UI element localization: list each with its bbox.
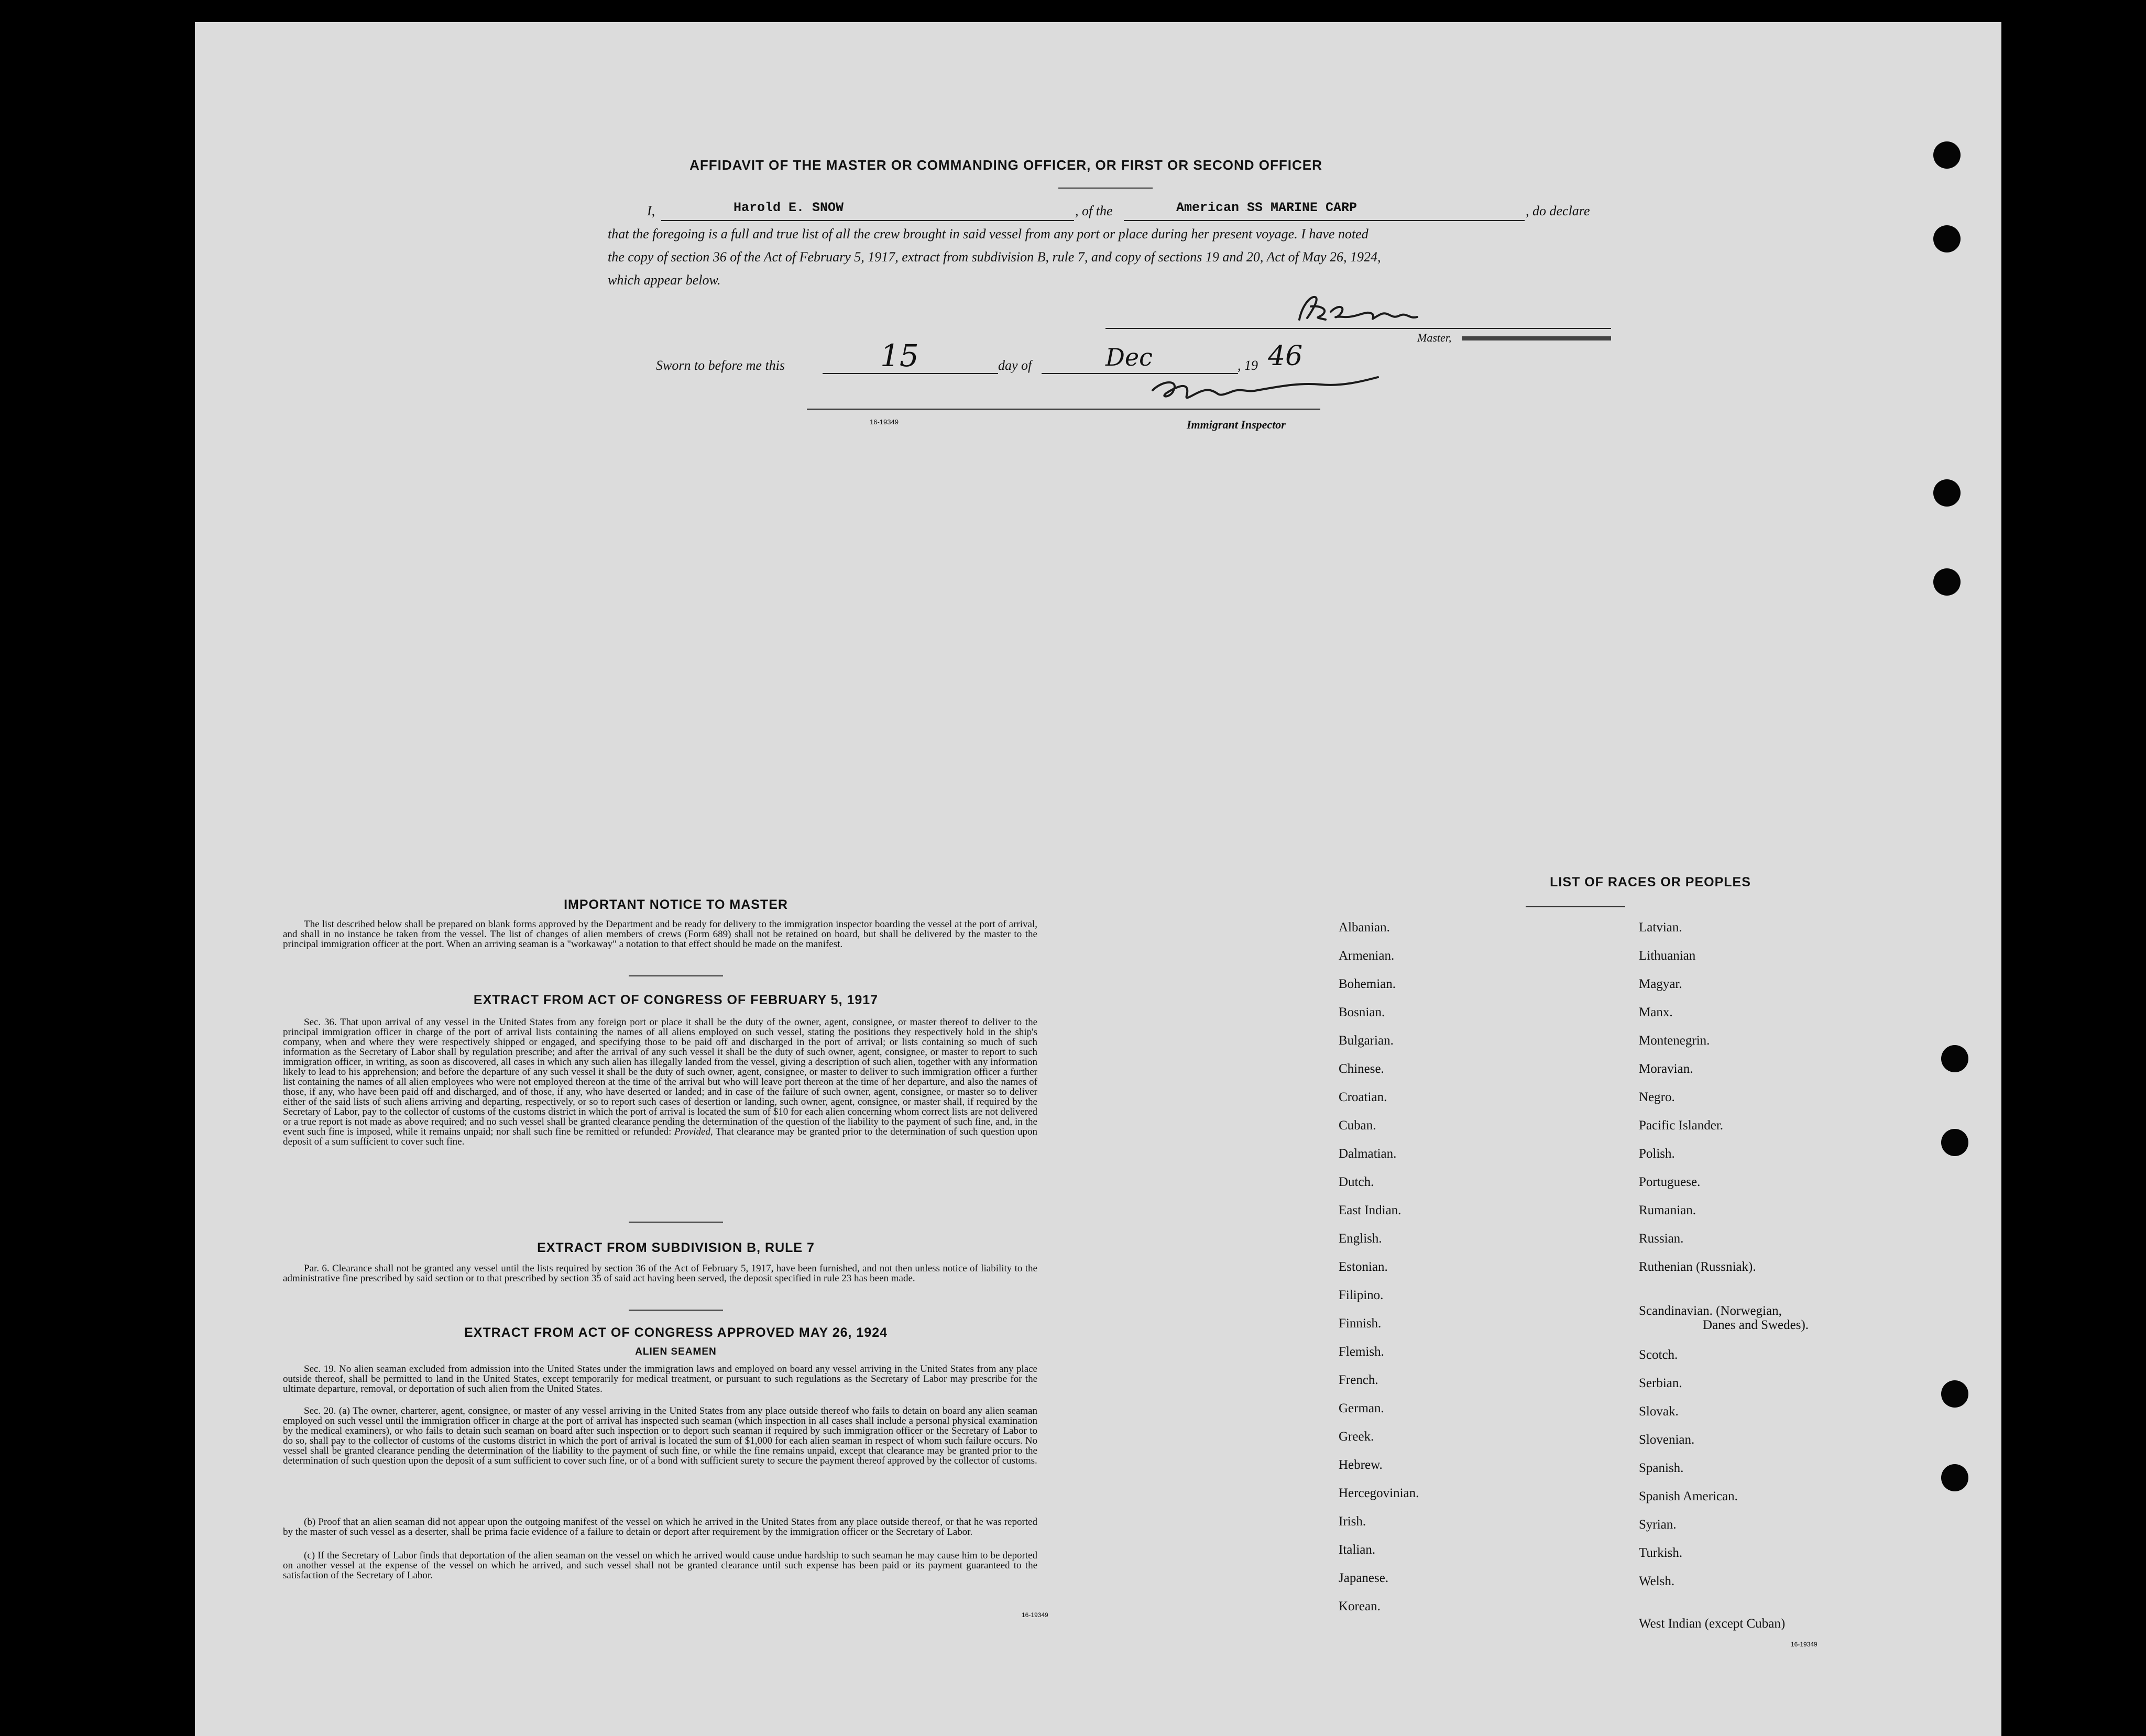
race-item: Magyar. bbox=[1639, 977, 1682, 991]
vessel-name-value: American SS MARINE CARP bbox=[1176, 200, 1357, 215]
extract-form-number: 16-19349 bbox=[1022, 1611, 1048, 1619]
race-item: Flemish. bbox=[1339, 1345, 1384, 1359]
notice-title: IMPORTANT NOTICE TO MASTER bbox=[564, 897, 788, 912]
punch-hole bbox=[1941, 1045, 1968, 1072]
race-item: Serbian. bbox=[1639, 1376, 1682, 1390]
struck-out-text bbox=[1462, 336, 1611, 340]
notice-text: The list described below shall be prepared on blank forms approved by the Department and be ready for delivery to the immigration inspector boarding the vessel at the port of arrival, and shall in no instance be taken from the vessel. The list of changes of alien members of crews (Form 689) shall not be retained on board, but shall be delivered by the master to the principal immigration officer at the port. When an arriving seaman is a "workaway" a notation to that effect should be made on the manifest. bbox=[283, 919, 1037, 950]
race-item: Polish. bbox=[1639, 1147, 1675, 1161]
punch-hole bbox=[1941, 1380, 1968, 1408]
race-item: Spanish American. bbox=[1639, 1489, 1738, 1503]
extract-1917-text-b: That clearance may be granted prior to the determination of such question upon deposit of a sum sufficient to cover such fine. bbox=[283, 1126, 1037, 1147]
inspector-signature bbox=[1142, 367, 1383, 409]
master-label: Master, bbox=[1417, 331, 1452, 344]
race-item: Ruthenian (Russniak). bbox=[1639, 1260, 1756, 1274]
year-prefix: , 19 bbox=[1238, 358, 1258, 373]
punch-hole bbox=[1933, 141, 1961, 169]
affidavit-line-3: the copy of section 36 of the Act of February 5, 1917, extract from subdivision B, rule 7, and copy of sections 19 and 20, Act of May 26, 1924, bbox=[608, 249, 1381, 265]
provided-word: Provided, bbox=[674, 1126, 713, 1137]
divider bbox=[1526, 906, 1625, 907]
race-item: Bosnian. bbox=[1339, 1005, 1385, 1019]
sworn-label: Sworn to before me this bbox=[656, 358, 785, 373]
punch-hole bbox=[1933, 479, 1961, 507]
race-item: Rumanian. bbox=[1639, 1203, 1696, 1217]
race-item: Chinese. bbox=[1339, 1062, 1384, 1076]
inspector-signature-line bbox=[807, 409, 1320, 410]
race-item: Latvian. bbox=[1639, 920, 1682, 935]
race-item: Slovak. bbox=[1639, 1404, 1679, 1419]
vessel-line bbox=[1124, 220, 1525, 221]
race-item: Pacific Islander. bbox=[1639, 1118, 1724, 1133]
race-item: Moravian. bbox=[1639, 1062, 1693, 1076]
race-item: Filipino. bbox=[1339, 1288, 1384, 1302]
race-item: Welsh. bbox=[1639, 1574, 1675, 1588]
race-item: Negro. bbox=[1639, 1090, 1675, 1104]
subdivision-title: EXTRACT FROM SUBDIVISION B, RULE 7 bbox=[537, 1240, 815, 1255]
race-item: Korean. bbox=[1339, 1599, 1381, 1613]
affidavit-line-4: which appear below. bbox=[608, 272, 721, 288]
extract-1917-text-a: Sec. 36. That upon arrival of any vessel in the United States from any foreign port or place it shall be the duty of the owner, agent, consignee, or master thereof to deliver to the principal immigration officer in charge of the port of arrival lists containing the names of all aliens employed on such vessel, stating the positions they respectively hold in the ship's company, when and where they were respectively shipped or engaged, and specifying those to be paid off and discharged in the port of arrival; or lists containing so much of such information as the Secretary of Labor shall by regulation prescribe; and after the arrival of any such vessel it shall be the duty of such owner, agent, consignee, or master to report to such immigration officer, in writing, as soon as discovered, all cases in which any such alien has illegally landed from the vessel, giving a description of such alien, together with any information likely to lead to his apprehension; and before the departure of any such vessel it shall be the duty of such owner, agent, consignee, or master to deliver to such immigration officer a further list containing the names of all alien employees who were not employed thereon at the time of the arrival but who will leave port thereon at the time of her departure, and also the names of those, if any, who have been paid off and discharged, and of those, if any, who have deserted or landed; and in case of the failure of such owner, agent, consignee, or master so to deliver either of the said lists of such aliens arriving and departing, respectively, or so to report such cases of desertion or landing, such owner, agent, consignee, or master shall, if required by the Secretary of Labor, pay to the collector of customs of the customs district in which the port of arrival is located the sum of $10 for each alien concerning whom correct lists are not delivered or a true report is not made as above required; and no such vessel shall be granted clearance pending the determination of the question of the liability to the payment of such fine, and, in the event such fine is imposed, while it remains unpaid; nor shall such fine be remitted or refunded: bbox=[283, 1017, 1037, 1137]
day-of-label: day of bbox=[998, 358, 1032, 373]
punch-hole bbox=[1941, 1129, 1968, 1156]
race-item: Danes and Swedes). bbox=[1703, 1318, 1809, 1332]
subdivision-text: Par. 6. Clearance shall not be granted any vessel until the lists required by section 36 of the Act of February 5, 1917, have been furnished, and not then unless notice of liability to the administrative fine prescribed by said section or to that prescribed by section 35 of said act having been served, the deposit specified in rule 23 has been made. bbox=[283, 1263, 1037, 1284]
race-item: German. bbox=[1339, 1401, 1384, 1415]
race-item: Dalmatian. bbox=[1339, 1147, 1397, 1161]
race-item: French. bbox=[1339, 1373, 1378, 1387]
race-item: Cuban. bbox=[1339, 1118, 1376, 1133]
race-item: Italian. bbox=[1339, 1543, 1376, 1557]
affidavit-form-number: 16-19349 bbox=[870, 418, 899, 426]
do-declare-label: , do declare bbox=[1526, 203, 1590, 218]
race-item: Turkish. bbox=[1639, 1546, 1683, 1560]
extract-1917-title: EXTRACT FROM ACT OF CONGRESS OF FEBRUARY 5, 1917 bbox=[473, 993, 879, 1007]
extract-1924-sec20c: (c) If the Secretary of Labor finds that deportation of the alien seaman on the vessel on which he arrived would cause undue hardship to such seaman he may cause him to be deported on another vessel at the expense of the vessel on which he arrived, and such vessel shall not be granted clearance until such expense has been paid or its payment guaranteed to the satisfaction of the Secretary of Labor. bbox=[283, 1550, 1037, 1581]
race-item: Montenegrin. bbox=[1639, 1034, 1710, 1048]
divider bbox=[1058, 188, 1153, 189]
race-item: Russian. bbox=[1639, 1232, 1684, 1246]
punch-hole bbox=[1933, 568, 1961, 596]
master-signature-line bbox=[1105, 328, 1611, 329]
master-name-value: Harold E. SNOW bbox=[733, 200, 844, 215]
race-item: Albanian. bbox=[1339, 920, 1390, 935]
race-item: Syrian. bbox=[1639, 1518, 1677, 1532]
sworn-month-value: Dec bbox=[1105, 343, 1153, 371]
race-item: Hercegovinian. bbox=[1339, 1486, 1419, 1500]
race-item: Croatian. bbox=[1339, 1090, 1387, 1104]
punch-hole bbox=[1941, 1464, 1968, 1491]
of-the-label: , of the bbox=[1075, 203, 1113, 218]
race-item: Scandinavian. (Norwegian, bbox=[1639, 1304, 1782, 1318]
race-item: Bulgarian. bbox=[1339, 1034, 1394, 1048]
race-item: Irish. bbox=[1339, 1514, 1366, 1529]
sworn-day-value: 15 bbox=[880, 338, 919, 373]
divider bbox=[629, 1222, 723, 1223]
extract-1924-sec19: Sec. 19. No alien seaman excluded from admission into the United States under the immigration laws and employed on board any vessel arriving in the United States from any place outside thereof, shall be permitted to land in the United States, except temporarily for medical treatment, or pursuant to such regulations as the Secretary of Labor may prescribe for the ultimate departure, removal, or deportation of such alien from the United States. bbox=[283, 1364, 1037, 1394]
affidavit-line-2: that the foregoing is a full and true list of all the crew brought in said vessel from any port or place during her present voyage. I have noted bbox=[608, 226, 1368, 241]
race-item: Scotch. bbox=[1639, 1348, 1678, 1362]
race-item: Bohemian. bbox=[1339, 977, 1396, 991]
punch-hole bbox=[1933, 225, 1961, 252]
race-item: Dutch. bbox=[1339, 1175, 1374, 1189]
race-item: Finnish. bbox=[1339, 1316, 1382, 1331]
extract-1924-sec20a: Sec. 20. (a) The owner, charterer, agent, consignee, or master of any vessel arriving in the United States from any place outside thereof who fails to detain on board any alien seaman employed on such vessel until the immigration officer in charge at the port of arrival has inspected such seaman (which inspection in all cases shall include a personal physical examination by the medical examiners), or who fails to detain such seaman on board after such inspection or to deport such seaman if required by such immigration officer or the Secretary of Labor to do so, shall pay to the collector of customs of the customs district in which the port of arrival is located the sum of $1,000 for each alien seaman in respect of whom such failure occurs. No vessel shall be granted clearance pending the determination of the liability to the payment of such fine, or while the fine remains unpaid, except that clearance may be granted prior to the determination of such question upon the deposit of a sum sufficient to cover such fine, or of a bond with sufficient surety to secure the payment thereof approved by the collector of customs. bbox=[283, 1405, 1037, 1466]
race-item: Lithuanian bbox=[1639, 949, 1696, 963]
race-item: Greek. bbox=[1339, 1430, 1374, 1444]
race-item: Manx. bbox=[1639, 1005, 1673, 1019]
year-value: 46 bbox=[1268, 340, 1303, 372]
affidavit-title: AFFIDAVIT OF THE MASTER OR COMMANDING OFFICER, OR FIRST OR SECOND OFFICER bbox=[689, 157, 1322, 173]
race-item: Spanish. bbox=[1639, 1461, 1684, 1475]
inspector-label: Immigrant Inspector bbox=[1187, 418, 1286, 431]
race-item: West Indian (except Cuban) bbox=[1639, 1617, 1786, 1631]
race-item: Hebrew. bbox=[1339, 1458, 1383, 1472]
i-label: I, bbox=[647, 203, 655, 218]
divider bbox=[629, 975, 723, 976]
race-item: East Indian. bbox=[1339, 1203, 1402, 1217]
extract-1924-title: EXTRACT FROM ACT OF CONGRESS APPROVED MAY 26, 1924 bbox=[464, 1325, 888, 1340]
races-form-number: 16-19349 bbox=[1791, 1641, 1817, 1648]
name-line bbox=[661, 220, 1074, 221]
races-title: LIST OF RACES OR PEOPLES bbox=[1550, 875, 1751, 889]
race-item: Armenian. bbox=[1339, 949, 1395, 963]
race-item: Portuguese. bbox=[1639, 1175, 1701, 1189]
divider bbox=[629, 1310, 723, 1311]
race-item: Japanese. bbox=[1339, 1571, 1389, 1585]
race-item: Estonian. bbox=[1339, 1260, 1388, 1274]
race-item: Slovenian. bbox=[1639, 1433, 1695, 1447]
alien-seamen-subtitle: ALIEN SEAMEN bbox=[635, 1346, 717, 1357]
extract-1917-text bbox=[283, 1017, 1037, 1147]
master-signature bbox=[1278, 291, 1457, 333]
extract-1924-sec20b: (b) Proof that an alien seaman did not appear upon the outgoing manifest of the vessel on which he arrived in the United States from any place outside thereof, or that he was reported by the master of such vessel as a deserter, shall be prima facie evidence of a failure to detain or deport after requirement by the immigration officer or the Secretary of Labor. bbox=[283, 1517, 1037, 1537]
race-item: English. bbox=[1339, 1232, 1382, 1246]
